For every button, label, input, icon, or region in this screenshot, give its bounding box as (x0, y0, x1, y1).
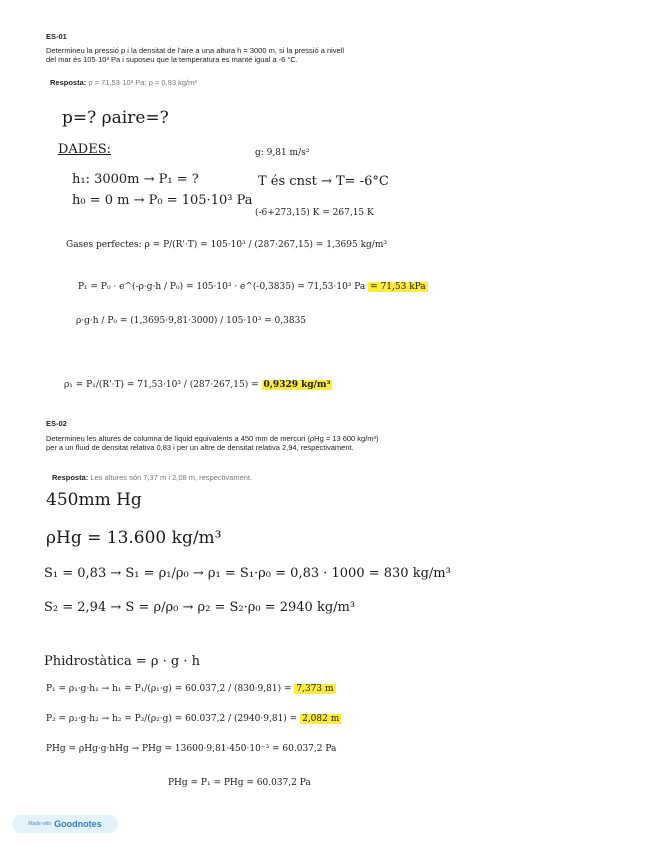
hw-question: p=? ρaire=? (62, 108, 169, 128)
highlight-height-2: 2,082 m (302, 714, 340, 724)
hw-mercury-pressure-equal: PHg = P₁ = PHg = 60.037,2 Pa (168, 778, 311, 788)
hw-gravity: g: 9,81 m/s² (255, 148, 310, 158)
hw-pressure-exp: P₁ = P₀ · e^(-ρ·g·h / P₀) = 105·10³ · e^(-0,3835) = 71,53·10³ Pa = 71,53 kPa (78, 282, 426, 292)
exercise-2-statement: Determineu les altures de columna de líquid equivalents a 450 mm de mercuri (ρHg = 13 600 kg/m³) per a un fluid de densitat relativa 0,83 i per un altre de densitat relativa 2,94, respectivament. (46, 434, 379, 452)
goodnotes-badge[interactable] (12, 815, 118, 833)
highlight-height-1: 7,373 m (296, 684, 334, 694)
hw-altitude-0: h₀ = 0 m → P₀ = 105·10³ Pa (72, 193, 253, 208)
hw-height-1: P₁ = ρ₁·g·h₁ → h₁ = P₁/(ρ₁·g) = 60.037,2 / (830·9,81) = 7,373 m (46, 684, 334, 694)
hw-450mm: 450mm Hg (46, 490, 142, 510)
hw-exponent-ratio: ρ·g·h / P₀ = (1,3695·9,81·3000) / 105·10³ = 0,3835 (76, 316, 307, 326)
highlight-pressure-result: = 71,53 kPa (370, 282, 426, 292)
hw-relative-density-1: S₁ = 0,83 → S₁ = ρ₁/ρ₀ → ρ₁ = S₁·ρ₀ = 0,83 · 1000 = 830 kg/m³ (44, 566, 451, 581)
exercise-2-answer: Resposta: Les altures són 7,37 m i 2,08 m, respectivament. (52, 473, 253, 482)
hw-dades: DADES: (58, 142, 112, 157)
hw-gas-density: Gases perfectes: ρ = P/(R'·T) = 105·10³ / (287·267,15) = 1,3695 kg/m³ (66, 240, 387, 250)
hw-hydrostatic: Phidrostàtica = ρ · g · h (44, 654, 200, 669)
exercise-2-title: ES-02 (46, 419, 67, 428)
goodnotes-logo: Goodnotes (54, 819, 102, 829)
exercise-1-answer: Resposta: p = 71,53·10³ Pa; ρ = 0,93 kg/m³ (50, 78, 197, 87)
hw-density-result: ρ₁ = P₁/(R'·T) = 71,53·10³ / (287·267,15) = 0,9329 kg/m³ (64, 380, 331, 390)
hw-temp-const: T és cnst → T= -6°C (258, 174, 389, 189)
hw-rho-hg: ρHg = 13.600 kg/m³ (46, 528, 222, 548)
exercise-1-statement: Determineu la pressió p i la densitat de l'aire a una altura h = 3000 m, si la pressió a nivell del mar és 105·10³ Pa i suposeu que la temperatura es manté igual a -6 °C. (46, 46, 345, 64)
highlight-density-result: 0,9329 kg/m³ (263, 380, 331, 390)
hw-height-2: P₂ = ρ₂·g·h₂ → h₂ = P₂/(ρ₂·g) = 60.037,2 / (2940·9,81) = 2,082 m (46, 714, 340, 724)
made-with-label: Made with (28, 821, 52, 827)
hw-relative-density-2: S₂ = 2,94 → S = ρ/ρ₀ → ρ₂ = S₂·ρ₀ = 2940 kg/m³ (44, 600, 356, 615)
exercise-1-title: ES-01 (46, 32, 67, 41)
hw-mercury-pressure: PHg = ρHg·g·hHg → PHg = 13600·9,81·450·10⁻³ = 60.037,2 Pa (46, 744, 337, 754)
hw-altitude-1: h₁: 3000m → P₁ = ? (72, 172, 199, 187)
hw-temp-kelvin: (-6+273,15) K = 267,15 K (255, 208, 374, 218)
